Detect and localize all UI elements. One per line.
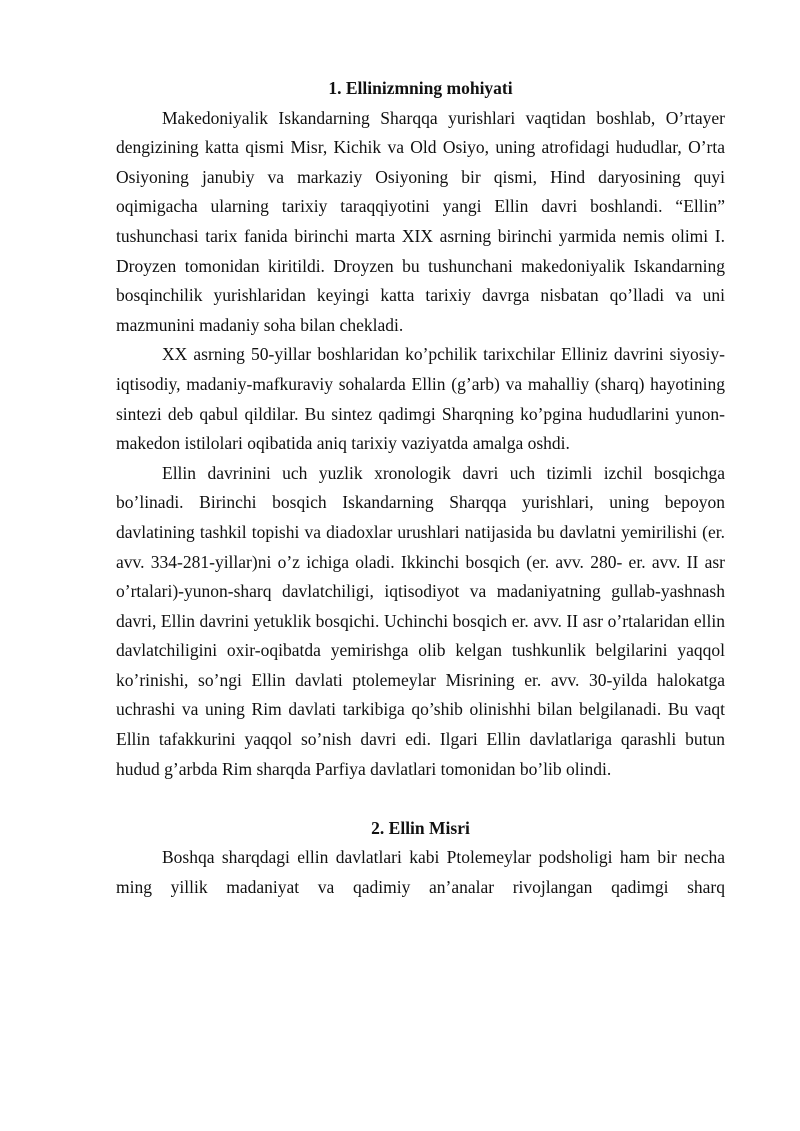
section-1-paragraph-1: Makedoniyalik Iskandarning Sharqqa yurishlari vaqtidan boshlab, O’rtayer dengizining katta qismi Misr, Kichik va Old Osiyo, uning atrofidagi hududlar, O’rta Osiyoning janubiy va markaziy Osiyoning bir qismi, Hind daryosining quyi oqimigacha ularning tarixiy taraqqiyotini yangi Ellin davri boshlandi. “Ellin” tushunchasi tarix fanida birinchi marta XIX asrning birinchi yarmida nemis olimi I. Droyzen tomonidan kiritildi. Droyzen bu tushunchani makedoniyalik Iskandarning bosqinchilik yurishlaridan keyingi katta tarixiy davrga nisbatan qo’lladi va uni mazmunini madaniy soha bilan chekladi. [116,107,725,335]
section-spacer [116,784,725,814]
section-2-paragraph-1: Boshqa sharqdagi ellin davlatlari kabi Ptolemeylar podsholigi ham bir necha ming yillik madaniyat va qadimiy an’analar rivojlangan qadimgi sharq [116,847,725,898]
document-page [116,74,725,903]
section-1-paragraph-3: Ellin davrinini uch yuzlik xronologik davri uch tizimli izchil bosqichga bo’linadi. Birinchi bosqich Iskandarning Sharqqa yurishlari, uning bepoyon davlatining tashkil topishi va diadoxlar urushlari natijasida bu davlatni yemirilishi (er. avv. 334-281-yillar)ni o’z ichiga oladi. Ikkinchi bosqich (er. avv. 280- er. avv. II asr o’rtalari)-yunon-sharq davlatchiligi, iqtisodiyot va madaniyatning gullab-yashnash davri, Ellin davrini yetuklik bosqichi. Uchinchi bosqich er. avv. II asr o’rtalaridan ellin davlatchiligini oxir-oqibatda yemirishga olib kelgan tushkunlik belgilarini yaqqol ko’rinishi, so’ngi Ellin davlati ptolemeylar Misrining er. avv. 30-yilda halokatga uchrashi va uning Rim davlati tarkibiga qo’shib olinishhi bilan belgilanadi. Bu vaqt Ellin tafakkurini yaqqol so’nish davri edi. Ilgari Ellin davlatlariga qarashli butun hudud g’arbda Rim sharqda Parfiya davlatlari tomonidan bo’lib olindi. [116,462,725,779]
section-2-heading: 2. Ellin Misri [371,817,470,838]
section-1-heading: 1. Ellinizmning mohiyati [328,78,513,98]
section-1-paragraph-2: XX asrning 50-yillar boshlaridan ko’pchilik tarixchilar Elliniz davrini siyosiy-iqtisodiy, madaniy-mafkuraviy sohalarda Ellin (g’arb) va mahalliy (sharq) hayotining sintezi deb qabul qildilar. Bu sintez qadimgi Sharqning ko’pgina hududlarini yunon-makedon istilolari oqibatida aniq tarixiy vaziyatda amalga oshdi. [116,344,725,454]
